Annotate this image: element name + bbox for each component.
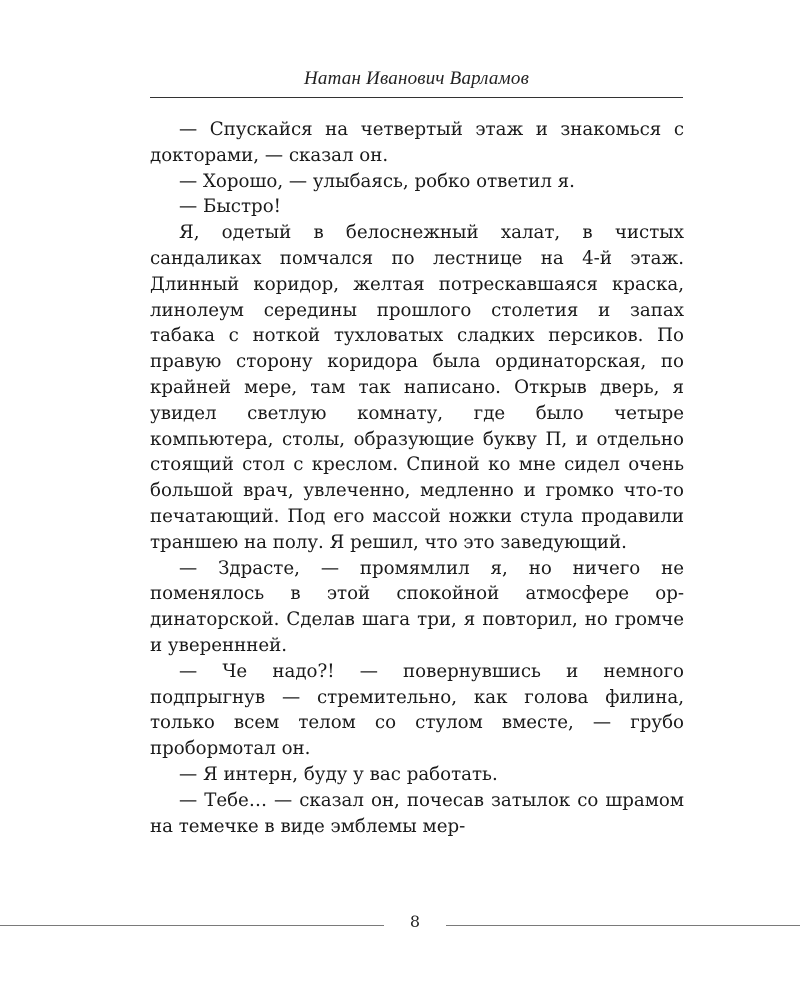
running-header: Натан Иванович Варламов (303, 68, 530, 89)
footer-divider-left (0, 925, 384, 926)
paragraph: — Быстро! (179, 196, 281, 218)
paragraph: — Тебе… — сказал он, почесав затылок со шрамом на темечке в виде эмблемы мер- (150, 789, 684, 837)
paragraph: — Че надо?! — повернувшись и немного подпрыгнув — стремительно, как голова филина, только всем телом со стулом вместе, — грубо пробормотал он. (150, 660, 684, 760)
paragraph: — Здрасте, — промямлил я, но ничего не поменялось в этой спокойной атмосфере ординаторской. Сделав шага три, я повторил, но громче и увереннней. (150, 557, 684, 656)
header-divider (150, 97, 683, 98)
paragraph: Я, одетый в белоснежный халат, в чистых сандаликах помчался по лестнице на 4-й этаж. Длинный коридор, желтая потрескавшаяся краска, линолеум середины прошлого столетия и запах табака с ноткой тухловатых сладких персиков. По правую сторону коридора была ординаторская, по крайней мере, там так написано. Открыв дверь, я увидел светлую комнату, где было четыре компьютера, столы, образующие букву П, и отдельно стоящий стол с креслом. Спиной ко мне сидел очень большой врач, увлеченно, медленно и громко что-то печатающий. Под его массой ножки стула продавили траншею на полу. Я решил, что это заведующий. (150, 222, 684, 553)
page-number: 8 (409, 912, 421, 931)
paragraph: — Спускайся на четвертый этаж и знакомься с докторами, — сказал он. (150, 119, 684, 166)
page-body-text (150, 117, 684, 839)
footer-divider-right (446, 925, 800, 926)
paragraph: — Хорошо, — улыбаясь, робко ответил я. (179, 170, 575, 192)
paragraph: — Я интерн, буду у вас работать. (179, 763, 498, 785)
